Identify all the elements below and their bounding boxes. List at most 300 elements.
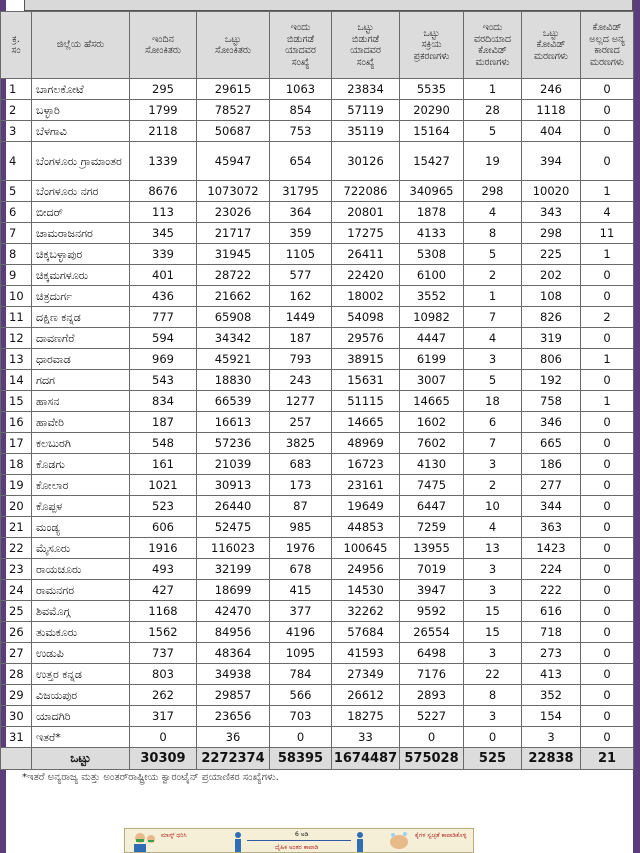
total-cell: 45921 <box>197 349 270 370</box>
district-name-cell: ಶಿವಮೊಗ್ಗ <box>32 601 130 622</box>
death-total-cell: 186 <box>522 454 581 475</box>
death-total-cell: 352 <box>522 685 581 706</box>
dis-total-cell: 16723 <box>332 454 400 475</box>
table-row <box>1 349 634 370</box>
dis-total-cell: 722086 <box>332 181 400 202</box>
dis-today-cell: 359 <box>270 223 332 244</box>
hand-wash-icon <box>387 830 411 852</box>
death-today-cell: 1 <box>464 79 522 100</box>
today-cell: 543 <box>130 370 197 391</box>
death-today-cell: 19 <box>464 142 522 181</box>
death-today-cell: 15 <box>464 601 522 622</box>
distance-line <box>247 840 351 841</box>
active-cell: 15164 <box>400 121 464 142</box>
today-cell: 161 <box>130 454 197 475</box>
death-total-cell: 346 <box>522 412 581 433</box>
table-row <box>1 580 634 601</box>
table-row <box>1 412 634 433</box>
dis-today-cell: 753 <box>270 121 332 142</box>
table-row <box>1 643 634 664</box>
death-today-cell: 3 <box>464 643 522 664</box>
distance-sub-label: ದೈಹಿಕ ಅಂತರ ಕಾಪಾಡಿ <box>275 844 319 851</box>
total-cell: 65908 <box>197 307 270 328</box>
serial-cell: 14 <box>1 370 32 391</box>
non-covid-cell: 0 <box>581 142 634 181</box>
death-total-cell: 826 <box>522 307 581 328</box>
dis-today-cell: 87 <box>270 496 332 517</box>
dis-total-cell: 15631 <box>332 370 400 391</box>
serial-cell: 6 <box>1 202 32 223</box>
active-cell: 20290 <box>400 100 464 121</box>
death-total-cell: 202 <box>522 265 581 286</box>
dis-today-cell: 1095 <box>270 643 332 664</box>
today-cell: 8676 <box>130 181 197 202</box>
person-icon <box>355 832 365 852</box>
district-name-cell: ರಾಯಚೂರು <box>32 559 130 580</box>
death-total-cell: 616 <box>522 601 581 622</box>
serial-cell: 5 <box>1 181 32 202</box>
active-cell: 15427 <box>400 142 464 181</box>
table-row <box>1 244 634 265</box>
total-death-total-cell: 22838 <box>522 748 581 770</box>
total-cell: 78527 <box>197 100 270 121</box>
total-cell: 29857 <box>197 685 270 706</box>
serial-cell: 12 <box>1 328 32 349</box>
total-cell: 66539 <box>197 391 270 412</box>
non-covid-cell: 0 <box>581 328 634 349</box>
district-name-cell: ಬೆಂಗಳೂರು ಗ್ರಾಮಾಂತರ <box>32 142 130 181</box>
serial-cell: 21 <box>1 517 32 538</box>
active-cell: 7259 <box>400 517 464 538</box>
serial-cell: 3 <box>1 121 32 142</box>
district-name-cell: ಉತ್ತರ ಕನ್ನಡ <box>32 664 130 685</box>
non-covid-cell: 0 <box>581 727 634 748</box>
dis-total-cell: 54098 <box>332 307 400 328</box>
death-total-cell: 273 <box>522 643 581 664</box>
dis-today-cell: 1277 <box>270 391 332 412</box>
table-row <box>1 454 634 475</box>
non-covid-cell: 0 <box>581 622 634 643</box>
dis-total-cell: 35119 <box>332 121 400 142</box>
header-col-total-discharged: ಒಟ್ಟು ಬಿಡುಗಡೆ ಯಾದವರ ಸಂಖ್ಯೆ <box>332 12 400 79</box>
non-covid-cell: 1 <box>581 244 634 265</box>
dis-today-cell: 3825 <box>270 433 332 454</box>
death-today-cell: 298 <box>464 181 522 202</box>
hands-label: ಕೈಗಳ ಸ್ವಚ್ಛತೆ ಕಾಪಾಡಿಕೊಳ್ಳಿ <box>415 832 467 839</box>
district-name-cell: ಯಾದಗಿರಿ <box>32 706 130 727</box>
dis-total-cell: 41593 <box>332 643 400 664</box>
serial-cell: 19 <box>1 475 32 496</box>
active-cell: 6447 <box>400 496 464 517</box>
active-cell: 7475 <box>400 475 464 496</box>
active-cell: 4447 <box>400 328 464 349</box>
death-total-cell: 363 <box>522 517 581 538</box>
dis-total-cell: 100645 <box>332 538 400 559</box>
table-row <box>1 202 634 223</box>
death-total-cell: 1118 <box>522 100 581 121</box>
non-covid-cell: 0 <box>581 265 634 286</box>
today-cell: 1168 <box>130 601 197 622</box>
district-name-cell: ಧಾರವಾಡ <box>32 349 130 370</box>
dis-today-cell: 173 <box>270 475 332 496</box>
right-border <box>633 0 640 853</box>
death-total-cell: 192 <box>522 370 581 391</box>
district-name-cell: ದಕ್ಷಿಣ ಕನ್ನಡ <box>32 307 130 328</box>
active-cell: 7176 <box>400 664 464 685</box>
serial-cell: 18 <box>1 454 32 475</box>
dis-total-cell: 14530 <box>332 580 400 601</box>
header-col-today-discharged: ಇಂದು ಬಿಡುಗಡೆ ಯಾದವರ ಸಂಖ್ಯೆ <box>270 12 332 79</box>
today-cell: 0 <box>130 727 197 748</box>
today-cell: 427 <box>130 580 197 601</box>
today-cell: 548 <box>130 433 197 454</box>
death-today-cell: 4 <box>464 328 522 349</box>
death-total-cell: 154 <box>522 706 581 727</box>
today-cell: 295 <box>130 79 197 100</box>
total-cell: 18830 <box>197 370 270 391</box>
total-dis-total-cell: 1674487 <box>332 748 400 770</box>
total-total-cell: 2272374 <box>197 748 270 770</box>
table-row <box>1 517 634 538</box>
dis-today-cell: 4196 <box>270 622 332 643</box>
header-col-today-cases: ಇಂದಿನ ಸೋಂಕಿತರು <box>130 12 197 79</box>
serial-cell: 27 <box>1 643 32 664</box>
active-cell: 3007 <box>400 370 464 391</box>
dis-today-cell: 678 <box>270 559 332 580</box>
district-name-cell: ಮೈಸೂರು <box>32 538 130 559</box>
active-cell: 3552 <box>400 286 464 307</box>
serial-cell: 15 <box>1 391 32 412</box>
serial-cell: 23 <box>1 559 32 580</box>
dis-total-cell: 20801 <box>332 202 400 223</box>
district-name-cell: ಮಂಡ್ಯ <box>32 517 130 538</box>
serial-cell: 16 <box>1 412 32 433</box>
non-covid-cell: 0 <box>581 475 634 496</box>
header-col-active: ಒಟ್ಟು ಸಕ್ರಿಯ ಪ್ರಕರಣಗಳು <box>400 12 464 79</box>
active-cell: 26554 <box>400 622 464 643</box>
active-cell: 5535 <box>400 79 464 100</box>
active-cell: 3947 <box>400 580 464 601</box>
dis-total-cell: 23161 <box>332 475 400 496</box>
dis-total-cell: 24956 <box>332 559 400 580</box>
death-today-cell: 3 <box>464 559 522 580</box>
district-name-cell: ಗದಗ <box>32 370 130 391</box>
district-name-cell: ಬೆಂಗಳೂರು ನಗರ <box>32 181 130 202</box>
dis-total-cell: 23834 <box>332 79 400 100</box>
death-total-cell: 718 <box>522 622 581 643</box>
serial-cell: 20 <box>1 496 32 517</box>
serial-cell: 26 <box>1 622 32 643</box>
active-cell: 5308 <box>400 244 464 265</box>
death-today-cell: 18 <box>464 391 522 412</box>
total-active-cell: 575028 <box>400 748 464 770</box>
dis-today-cell: 784 <box>270 664 332 685</box>
dis-total-cell: 33 <box>332 727 400 748</box>
serial-cell: 29 <box>1 685 32 706</box>
district-name-cell: ಬೀದರ್ <box>32 202 130 223</box>
district-table <box>0 11 634 770</box>
dis-total-cell: 18002 <box>332 286 400 307</box>
total-cell: 21717 <box>197 223 270 244</box>
dis-today-cell: 1105 <box>270 244 332 265</box>
table-row <box>1 100 634 121</box>
table-row <box>1 601 634 622</box>
total-serial-cell <box>1 748 32 770</box>
table-row <box>1 496 634 517</box>
serial-cell: 25 <box>1 601 32 622</box>
today-cell: 1799 <box>130 100 197 121</box>
dis-today-cell: 683 <box>270 454 332 475</box>
district-name-cell: ಕೊಪ್ಪಳ <box>32 496 130 517</box>
active-cell: 2893 <box>400 685 464 706</box>
today-cell: 737 <box>130 643 197 664</box>
table-row <box>1 538 634 559</box>
dis-today-cell: 1063 <box>270 79 332 100</box>
death-today-cell: 8 <box>464 685 522 706</box>
death-total-cell: 404 <box>522 121 581 142</box>
dis-today-cell: 793 <box>270 349 332 370</box>
total-cell: 23026 <box>197 202 270 223</box>
table-row <box>1 559 634 580</box>
dis-total-cell: 44853 <box>332 517 400 538</box>
total-cell: 26440 <box>197 496 270 517</box>
death-today-cell: 4 <box>464 517 522 538</box>
table-row <box>1 121 634 142</box>
non-covid-cell: 0 <box>581 286 634 307</box>
today-cell: 834 <box>130 391 197 412</box>
death-today-cell: 3 <box>464 349 522 370</box>
district-name-cell: ಬಳ್ಳಾರಿ <box>32 100 130 121</box>
dis-total-cell: 26612 <box>332 685 400 706</box>
non-covid-cell: 4 <box>581 202 634 223</box>
death-today-cell: 0 <box>464 727 522 748</box>
table-row <box>1 685 634 706</box>
death-today-cell: 5 <box>464 244 522 265</box>
total-cell: 31945 <box>197 244 270 265</box>
table-row <box>1 307 634 328</box>
non-covid-cell: 1 <box>581 181 634 202</box>
district-name-cell: ವಿಜಯಪುರ <box>32 685 130 706</box>
dis-total-cell: 57684 <box>332 622 400 643</box>
active-cell: 6100 <box>400 265 464 286</box>
today-cell: 803 <box>130 664 197 685</box>
title-bar <box>24 0 633 11</box>
dis-today-cell: 0 <box>270 727 332 748</box>
table-row <box>1 391 634 412</box>
non-covid-cell: 0 <box>581 496 634 517</box>
total-cell: 34342 <box>197 328 270 349</box>
non-covid-cell: 1 <box>581 349 634 370</box>
dis-today-cell: 364 <box>270 202 332 223</box>
total-cell: 34938 <box>197 664 270 685</box>
table-row <box>1 664 634 685</box>
dis-today-cell: 377 <box>270 601 332 622</box>
table-row <box>1 286 634 307</box>
non-covid-cell: 0 <box>581 412 634 433</box>
serial-cell: 4 <box>1 142 32 181</box>
death-today-cell: 15 <box>464 622 522 643</box>
non-covid-cell: 0 <box>581 121 634 142</box>
header-col-today-deaths: ಇಂದು ವರದಿಯಾದ ಕೋವಿಡ್ ಮರಣಗಳು <box>464 12 522 79</box>
today-cell: 339 <box>130 244 197 265</box>
dis-total-cell: 27349 <box>332 664 400 685</box>
total-cell: 50687 <box>197 121 270 142</box>
death-total-cell: 806 <box>522 349 581 370</box>
active-cell: 4130 <box>400 454 464 475</box>
total-cell: 45947 <box>197 142 270 181</box>
dis-total-cell: 14665 <box>332 412 400 433</box>
table-row <box>1 706 634 727</box>
district-name-cell: ಬಾಗಲಕೋಟೆ <box>32 79 130 100</box>
total-cell: 30913 <box>197 475 270 496</box>
district-name-cell: ತುಮಕೂರು <box>32 622 130 643</box>
serial-cell: 8 <box>1 244 32 265</box>
today-cell: 969 <box>130 349 197 370</box>
today-cell: 1916 <box>130 538 197 559</box>
active-cell: 13955 <box>400 538 464 559</box>
table-row <box>1 181 634 202</box>
total-cell: 52475 <box>197 517 270 538</box>
death-today-cell: 5 <box>464 121 522 142</box>
table-row <box>1 370 634 391</box>
district-name-cell: ಚಿಕ್ಕಮಗಳೂರು <box>32 265 130 286</box>
header-row <box>1 12 634 79</box>
non-covid-cell: 0 <box>581 100 634 121</box>
non-covid-cell: 0 <box>581 538 634 559</box>
active-cell: 14665 <box>400 391 464 412</box>
header-col-non-covid-deaths: ಕೋವಿಡ್ ಅಲ್ಲದ ಅನ್ಯ ಕಾರಣದ ಮರಣಗಳು <box>581 12 634 79</box>
non-covid-cell: 0 <box>581 79 634 100</box>
active-cell: 7019 <box>400 559 464 580</box>
total-death-today-cell: 525 <box>464 748 522 770</box>
awareness-poster <box>124 828 474 853</box>
non-covid-cell: 11 <box>581 223 634 244</box>
district-name-cell: ಬೆಳಗಾವಿ <box>32 121 130 142</box>
header-col-district: ಜಿಲ್ಲೆಯ ಹೆಸರು <box>32 12 130 79</box>
district-name-cell: ಚಿತ್ರದುರ್ಗ <box>32 286 130 307</box>
death-today-cell: 6 <box>464 412 522 433</box>
serial-cell: 30 <box>1 706 32 727</box>
death-today-cell: 10 <box>464 496 522 517</box>
death-today-cell: 4 <box>464 202 522 223</box>
district-name-cell: ಹಾವೇರಿ <box>32 412 130 433</box>
total-cell: 48364 <box>197 643 270 664</box>
serial-cell: 1 <box>1 79 32 100</box>
serial-cell: 31 <box>1 727 32 748</box>
person-icon <box>233 832 243 852</box>
mask-label: ಮಾಸ್ಕ್ ಧರಿಸಿ <box>161 832 187 839</box>
active-cell: 7602 <box>400 433 464 454</box>
total-cell: 21662 <box>197 286 270 307</box>
district-name-cell: ಚಾಮರಾಜನಗರ <box>32 223 130 244</box>
district-name-cell: ಹಾಸನ <box>32 391 130 412</box>
total-row <box>1 748 634 770</box>
non-covid-cell: 0 <box>581 601 634 622</box>
death-total-cell: 1423 <box>522 538 581 559</box>
dis-today-cell: 187 <box>270 328 332 349</box>
death-today-cell: 2 <box>464 475 522 496</box>
non-covid-cell: 0 <box>581 706 634 727</box>
table-row <box>1 727 634 748</box>
death-today-cell: 3 <box>464 454 522 475</box>
death-today-cell: 7 <box>464 433 522 454</box>
death-total-cell: 298 <box>522 223 581 244</box>
today-cell: 594 <box>130 328 197 349</box>
district-name-cell: ಕಲಬುರಗಿ <box>32 433 130 454</box>
dis-total-cell: 51115 <box>332 391 400 412</box>
active-cell: 6199 <box>400 349 464 370</box>
death-total-cell: 225 <box>522 244 581 265</box>
death-total-cell: 344 <box>522 496 581 517</box>
dis-today-cell: 654 <box>270 142 332 181</box>
dis-today-cell: 257 <box>270 412 332 433</box>
total-non-covid-cell: 21 <box>581 748 634 770</box>
active-cell: 5227 <box>400 706 464 727</box>
non-covid-cell: 0 <box>581 580 634 601</box>
total-cell: 23656 <box>197 706 270 727</box>
total-cell: 29615 <box>197 79 270 100</box>
today-cell: 113 <box>130 202 197 223</box>
today-cell: 523 <box>130 496 197 517</box>
serial-cell: 10 <box>1 286 32 307</box>
district-name-cell: ಕೊಡಗು <box>32 454 130 475</box>
death-today-cell: 28 <box>464 100 522 121</box>
active-cell: 1878 <box>400 202 464 223</box>
total-dis-today-cell: 58395 <box>270 748 332 770</box>
total-cell: 36 <box>197 727 270 748</box>
dis-today-cell: 854 <box>270 100 332 121</box>
total-cell: 18699 <box>197 580 270 601</box>
today-cell: 262 <box>130 685 197 706</box>
active-cell: 340965 <box>400 181 464 202</box>
district-name-cell: ಇತರೆ* <box>32 727 130 748</box>
death-today-cell: 22 <box>464 664 522 685</box>
dis-today-cell: 415 <box>270 580 332 601</box>
non-covid-cell: 1 <box>581 391 634 412</box>
today-cell: 1339 <box>130 142 197 181</box>
dis-today-cell: 566 <box>270 685 332 706</box>
dis-today-cell: 577 <box>270 265 332 286</box>
active-cell: 4133 <box>400 223 464 244</box>
total-label-cell: ಒಟ್ಟು <box>32 748 130 770</box>
death-total-cell: 10020 <box>522 181 581 202</box>
serial-cell: 7 <box>1 223 32 244</box>
serial-cell: 9 <box>1 265 32 286</box>
death-today-cell: 3 <box>464 580 522 601</box>
total-cell: 16613 <box>197 412 270 433</box>
active-cell: 10982 <box>400 307 464 328</box>
today-cell: 187 <box>130 412 197 433</box>
serial-cell: 13 <box>1 349 32 370</box>
distance-label: 6 ಅಡಿ <box>295 831 309 838</box>
serial-cell: 11 <box>1 307 32 328</box>
total-cell: 21039 <box>197 454 270 475</box>
district-name-cell: ಉಡುಪಿ <box>32 643 130 664</box>
serial-cell: 28 <box>1 664 32 685</box>
district-name-cell: ಚಿಕ್ಕಬಳ್ಳಾಪುರ <box>32 244 130 265</box>
dis-today-cell: 703 <box>270 706 332 727</box>
today-cell: 493 <box>130 559 197 580</box>
dis-total-cell: 22420 <box>332 265 400 286</box>
district-name-cell: ರಾಮನಗರ <box>32 580 130 601</box>
dis-total-cell: 57119 <box>332 100 400 121</box>
non-covid-cell: 2 <box>581 307 634 328</box>
death-total-cell: 224 <box>522 559 581 580</box>
table-row <box>1 622 634 643</box>
dis-today-cell: 162 <box>270 286 332 307</box>
non-covid-cell: 0 <box>581 685 634 706</box>
active-cell: 1602 <box>400 412 464 433</box>
